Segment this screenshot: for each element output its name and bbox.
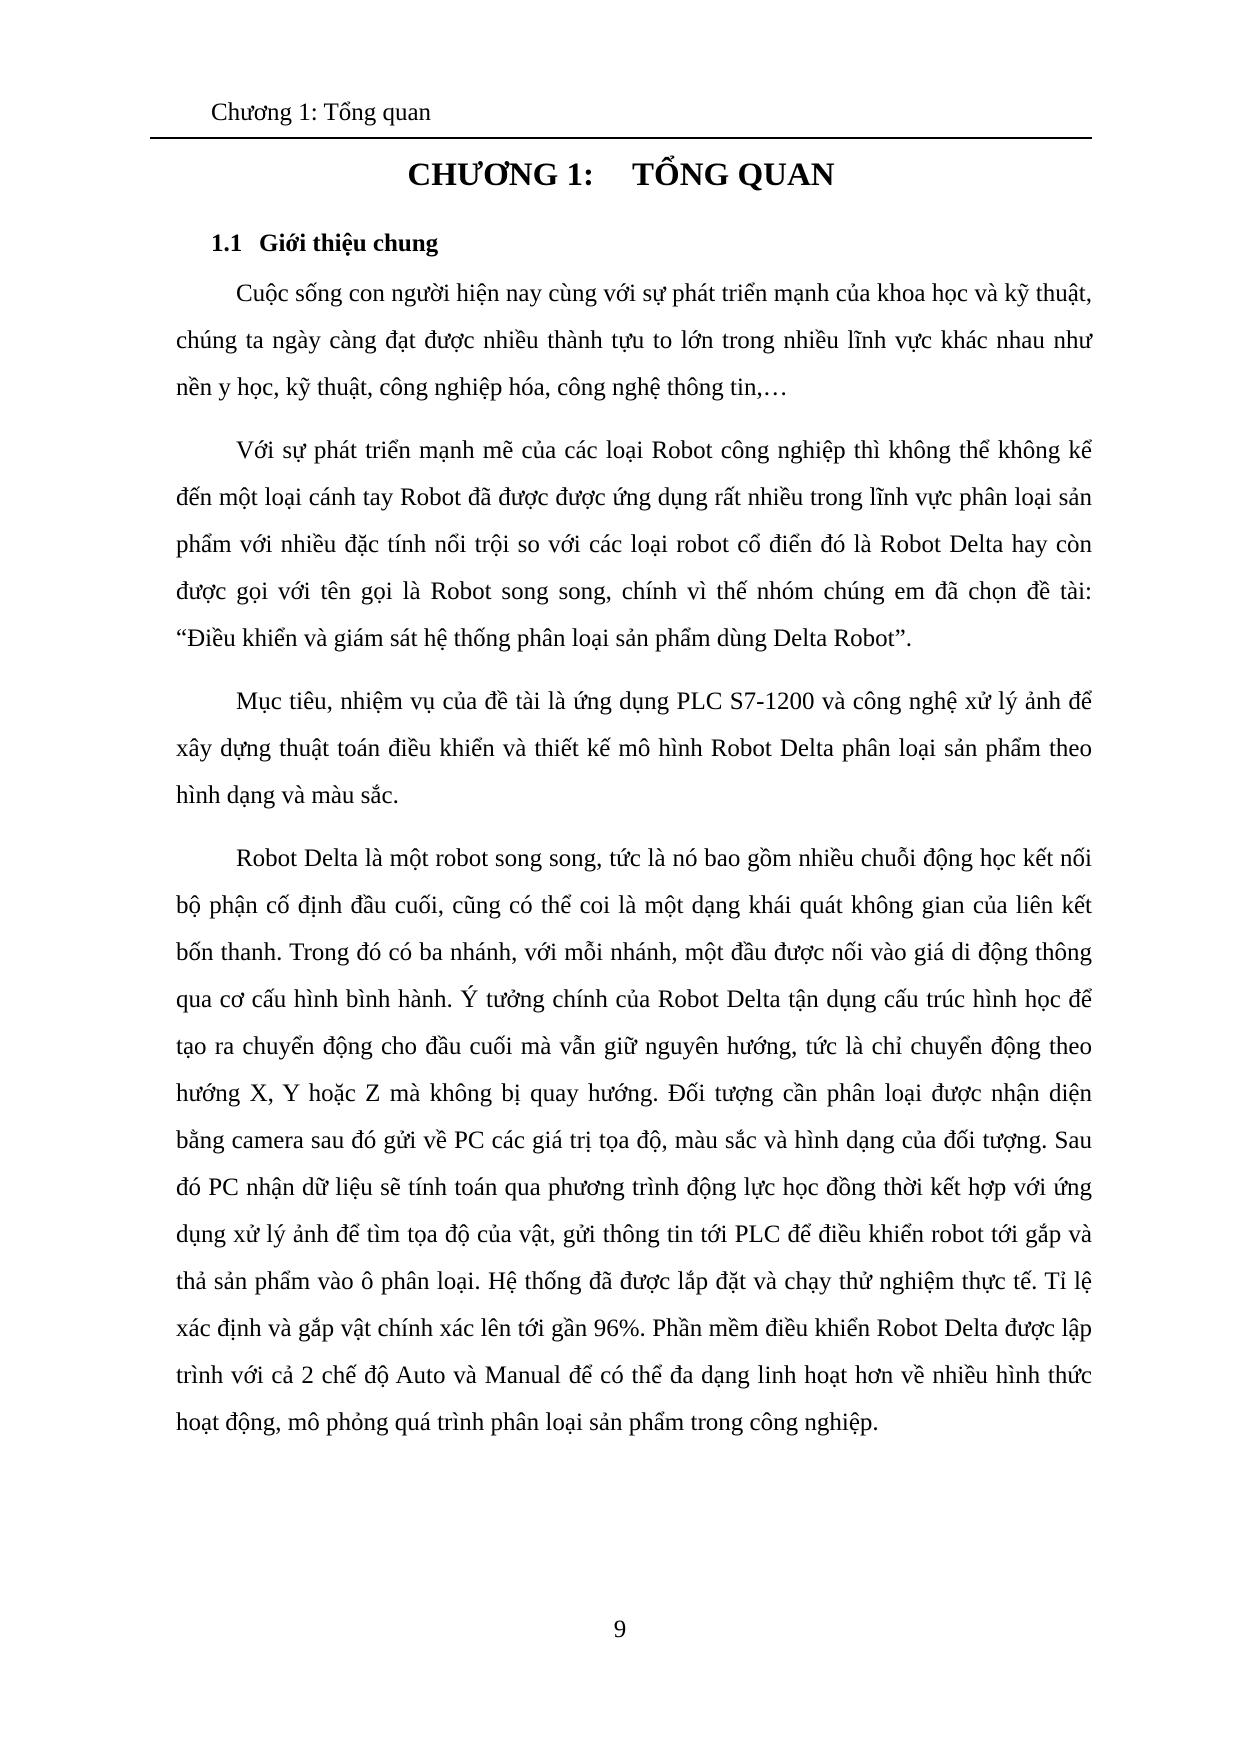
paragraph-robot-delta-description: Robot Delta là một robot song song, tức là nó bao gồm nhiều chuỗi động học kết nối bộ phận cố định đầu cuối, cũng có thể coi là một dạng khái quát không gian của liên kết bốn thanh. Trong đó có ba nhánh, với mỗi nhánh, một đầu được nối vào giá di động thông qua cơ cấu hình bình hành. Ý tưởng chính của Robot Delta tận dụng cấu trúc hình học để tạo ra chuyển động cho đầu cuối mà vẫn giữ nguyên hướng, tức là chỉ chuyển động theo hướng X, Y hoặc Z mà không bị quay hướng. Đối tượng cần phân loại được nhận diện bằng camera sau đó gửi về PC các giá trị tọa độ, màu sắc và hình dạng của đối tượng. Sau đó PC nhận dữ liệu sẽ tính toán qua phương trình động lực học đồng thời kết hợp với ứng dụng xử lý ảnh để tìm tọa độ của vật, gửi thông tin tới PLC để điều khiển robot tới gắp và thả sản phẩm vào ô phân loại. Hệ thống đã được lắp đặt và chạy thử nghiệm thực tế. Tỉ lệ xác định và gắp vật chính xác lên tới gần 96%. Phần mềm điều khiển Robot Delta được lập trình với cả 2 chế độ Auto và Manual để có thể đa dạng linh hoạt hơn về nhiều hình thức hoạt động, mô phỏng quá trình phân loại sản phẩm trong công nghiệp. bbox=[176, 845, 1092, 1436]
section-title: Giới thiệu chung bbox=[259, 230, 439, 257]
page-number: 9 bbox=[613, 1616, 627, 1643]
body-text bbox=[176, 270, 1092, 1462]
paragraph-objectives: Mục tiêu, nhiệm vụ của đề tài là ứng dụng PLC S7-1200 và công nghệ xử lý ảnh để xây dựng thuật toán điều khiển và thiết kế mô hình Robot Delta phân loại sản phẩm theo hình dạng và màu sắc. bbox=[176, 688, 1092, 809]
section-heading bbox=[211, 228, 438, 260]
chapter-label: CHƯƠNG 1: bbox=[407, 157, 595, 193]
chapter-name: TỔNG QUAN bbox=[632, 157, 835, 193]
header-divider bbox=[150, 137, 1092, 139]
paragraph-robot-delta-topic: Với sự phát triển mạnh mẽ của các loại Robot công nghiệp thì không thể không kể đến một loại cánh tay Robot đã được được ứng dụng rất nhiều trong lĩnh vực phân loại sản phẩm với nhiều đặc tính nổi trội so với các loại robot cổ điển đó là Robot Delta hay còn được gọi với tên gọi là Robot song song, chính vì thế nhóm chúng em đã chọn đề tài: “Điều khiển và giám sát hệ thống phân loại sản phẩm dùng Delta Robot”. bbox=[176, 437, 1092, 652]
chapter-title bbox=[150, 155, 1092, 195]
paragraph-intro: Cuộc sống con người hiện nay cùng với sự phát triển mạnh của khoa học và kỹ thuật, chúng ta ngày càng đạt được nhiều thành tựu to lớn trong nhiều lĩnh vực khác nhau như nền y học, kỹ thuật, công nghiệp hóa, công nghệ thông tin,… bbox=[176, 280, 1092, 401]
running-header: Chương 1: Tổng quan bbox=[211, 99, 432, 126]
section-number: 1.1 bbox=[211, 230, 243, 257]
